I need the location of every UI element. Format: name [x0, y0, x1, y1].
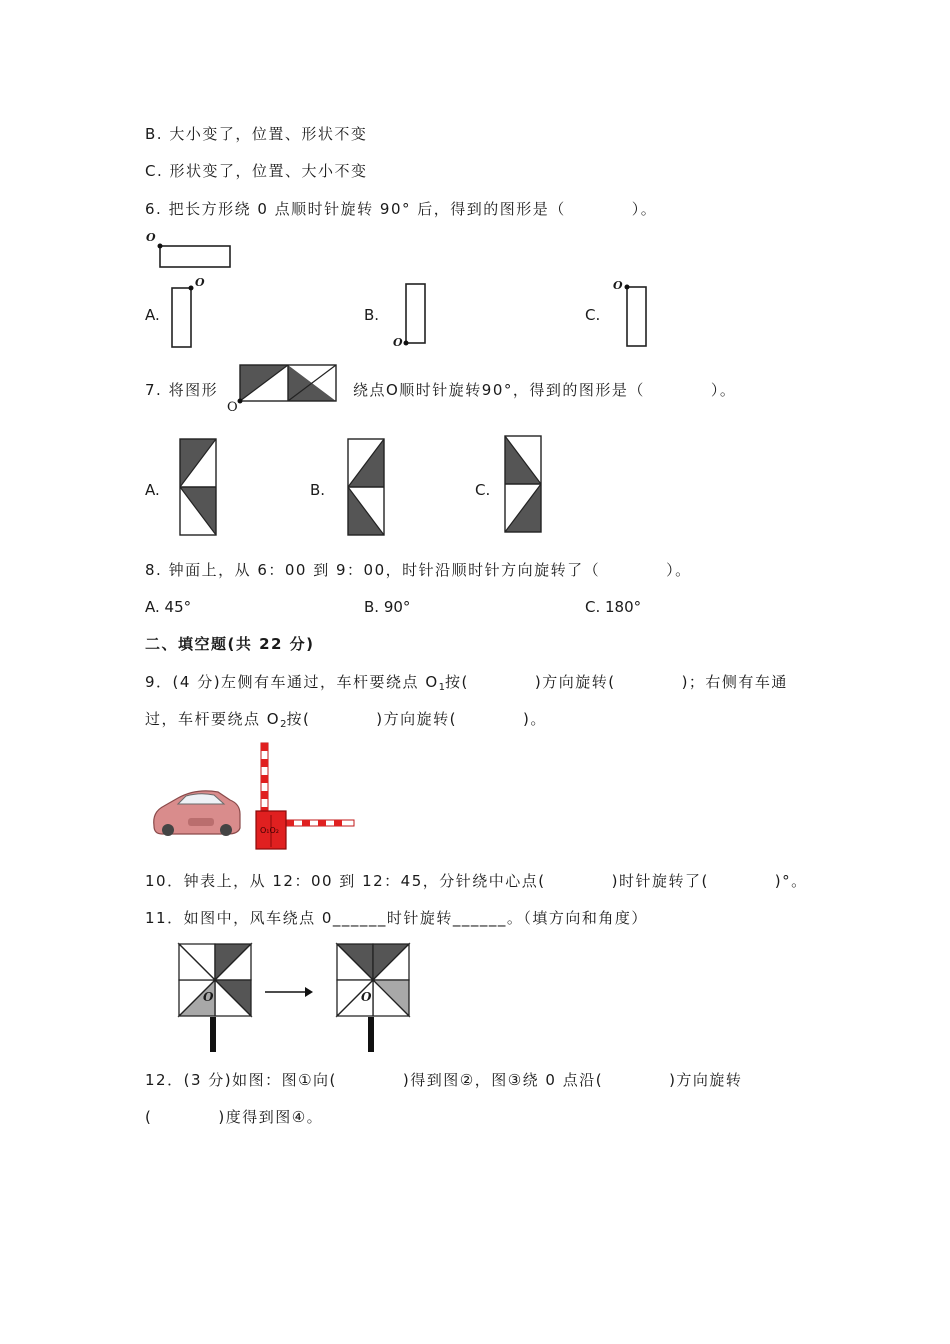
q9-gate-label: O₁O₂	[260, 826, 280, 835]
q7-option-b-figure	[346, 437, 386, 539]
q7-option-c-figure	[503, 434, 543, 536]
q6-option-b-figure	[400, 280, 440, 350]
q11-stem: 11．如图中，风车绕点 0______时针旋转______。（填方向和角度）	[145, 909, 648, 927]
q8-option-a: A. 45°	[145, 598, 192, 616]
q6-option-b-label: B.	[364, 306, 380, 324]
q6-option-a-point: O	[195, 276, 205, 289]
q9-line-2-end: 按( )方向旋转( )。	[286, 710, 547, 728]
q7-option-b-label: B.	[310, 481, 326, 499]
q12-line-1: 12．(3 分)如图：图①向( )得到图②，图③绕 0 点沿( )方向旋转	[145, 1071, 743, 1089]
q10-stem: 10．钟表上，从 12：00 到 12：45，分针绕中心点( )时针旋转了( )°。	[145, 872, 808, 890]
q9-line-1	[145, 672, 788, 698]
q6-option-c-point: O	[613, 279, 623, 292]
q9-sub-1: 1	[438, 682, 446, 693]
section-heading-fill-in: 二、填空题(共 22 分)	[145, 635, 315, 653]
q8-option-c: C. 180°	[585, 598, 642, 616]
q11-point-label-after: O	[361, 990, 372, 1004]
q6-option-c-label: C.	[585, 306, 601, 324]
q7-stem-start: 7. 将图形	[145, 381, 219, 399]
q9-sub-2: 2	[280, 719, 287, 730]
q5-option-b: B. 大小变了，位置、形状不变	[145, 125, 368, 143]
q9-line-1-end: 按( )方向旋转( )；右侧有车通	[445, 673, 788, 691]
q6-option-a-figure	[168, 280, 208, 350]
q9-line-2	[145, 709, 547, 735]
q11-point-label-before: O	[203, 990, 214, 1004]
q9-car-illustration	[148, 784, 248, 844]
q7-original-figure	[236, 362, 346, 407]
q6-option-b-point: O	[393, 336, 403, 349]
q6-option-a-label: A.	[145, 306, 160, 324]
q11-pinwheel-after	[335, 942, 417, 1054]
q6-original-rectangle	[145, 230, 245, 270]
q6-point-label: O	[146, 231, 156, 244]
q7-option-c-label: C.	[475, 481, 491, 499]
q11-rotation-arrow	[265, 986, 315, 998]
q6-stem: 6. 把长方形绕 0 点顺时针旋转 90° 后，得到的图形是（ ）。	[145, 200, 658, 218]
q6-option-c-figure	[622, 280, 662, 350]
q9-line-2-start: 过，车杆要绕点 O	[145, 710, 281, 728]
q7-point-label: O	[227, 400, 238, 415]
q7-option-a-label: A.	[145, 481, 160, 499]
q11-pinwheel-before	[177, 942, 259, 1054]
q5-option-c: C. 形状变了，位置、大小不变	[145, 162, 368, 180]
q7-option-a-figure	[178, 437, 218, 539]
q8-stem: 8. 钟面上，从 6：00 到 9：00，时针沿顺时针方向旋转了（ ）。	[145, 561, 692, 579]
q9-line-1-start: 9．(4 分)左侧有车通过，车杆要绕点 O	[145, 673, 439, 691]
q12-line-2: ( )度得到图④。	[145, 1108, 324, 1126]
q8-option-b: B. 90°	[364, 598, 411, 616]
q7-stem-end: 绕点O顺时针旋转90°，得到的图形是（ ）。	[353, 381, 737, 399]
